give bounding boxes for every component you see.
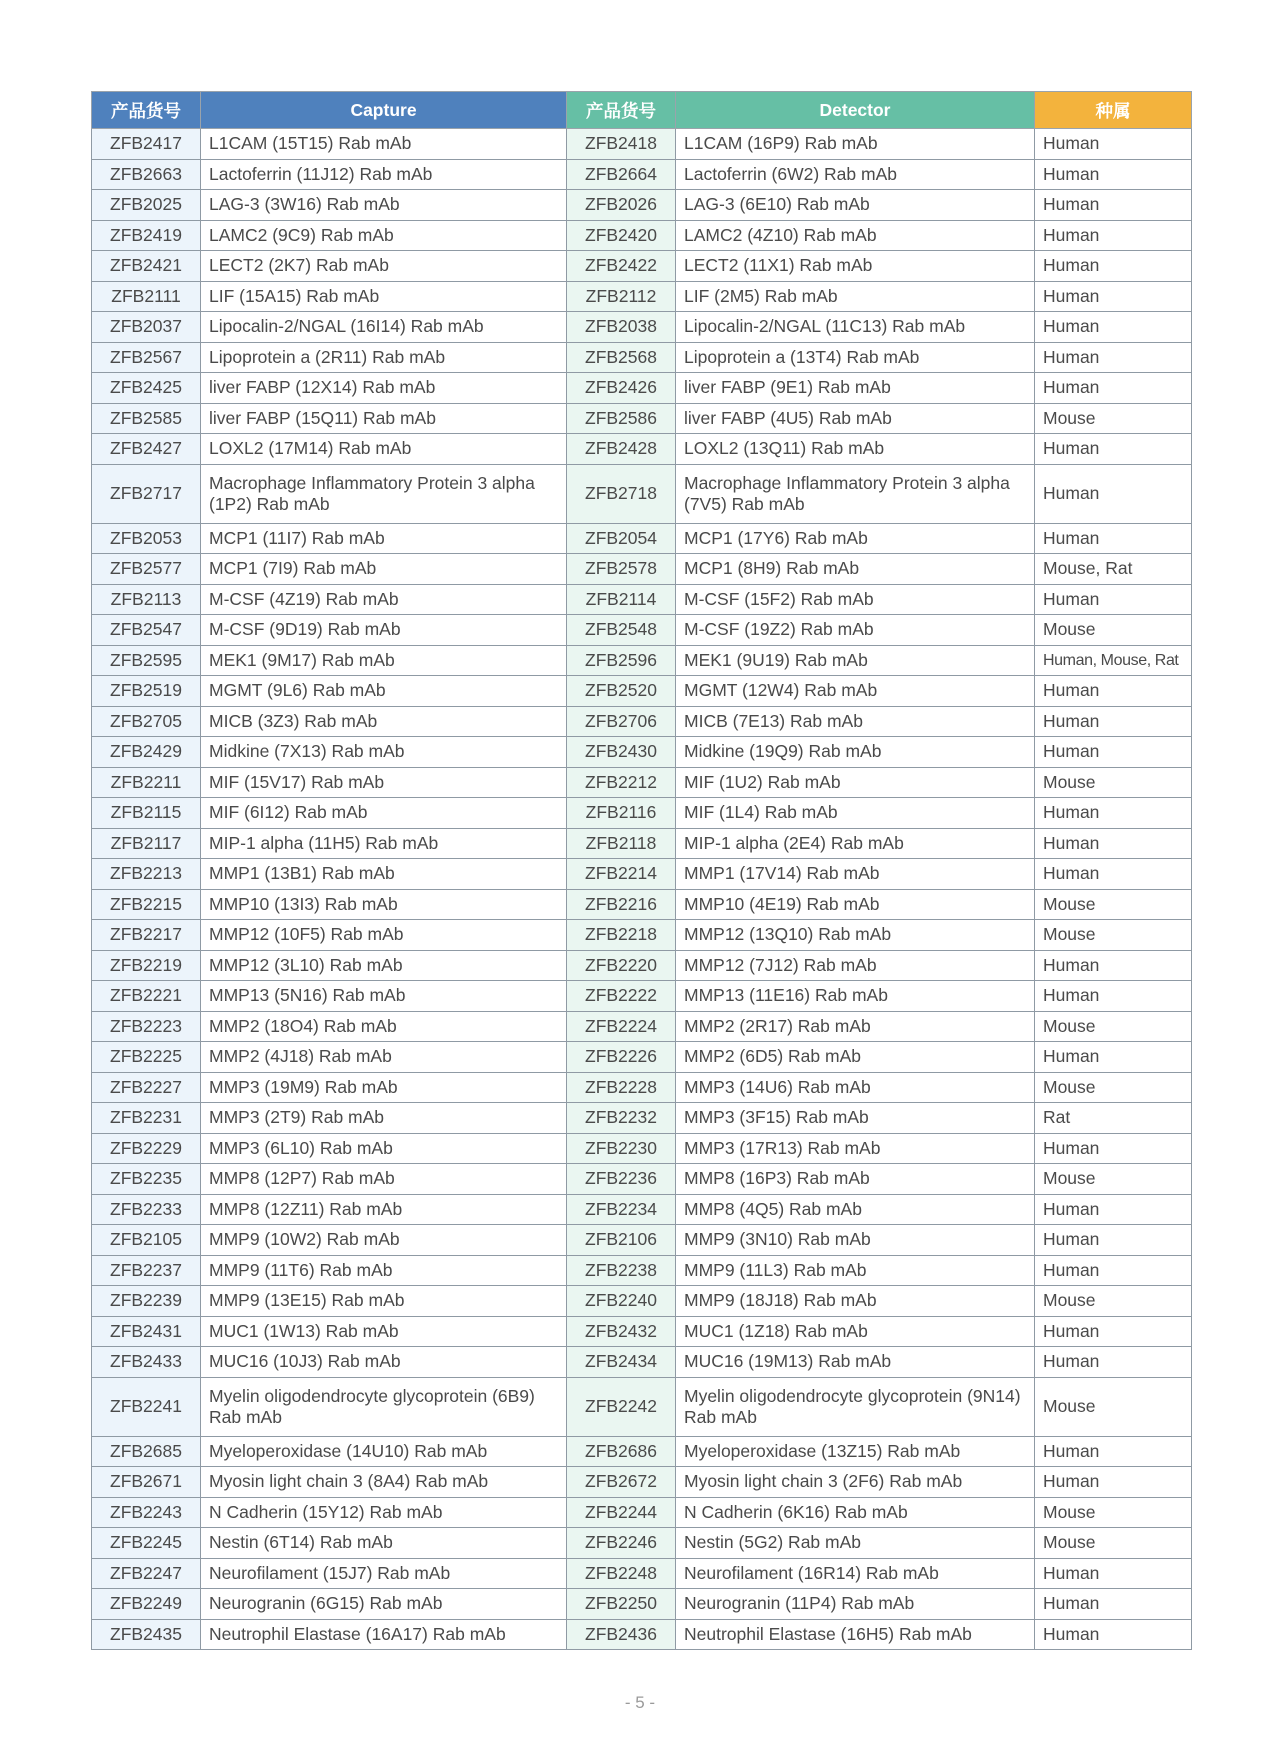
species: Mouse: [1035, 615, 1192, 646]
table-row: [92, 1316, 1192, 1347]
species: Human: [1035, 312, 1192, 343]
species: Mouse: [1035, 889, 1192, 920]
capture-antibody: MUC16 (10J3) Rab mAb: [201, 1347, 567, 1378]
species: Mouse: [1035, 767, 1192, 798]
table-body: [92, 129, 1192, 1650]
species: Human: [1035, 1467, 1192, 1498]
capture-antibody: MMP12 (3L10) Rab mAb: [201, 950, 567, 981]
capture-antibody: Lactoferrin (11J12) Rab mAb: [201, 159, 567, 190]
catalog-id-detector: ZFB2230: [567, 1133, 676, 1164]
detector-antibody: MCP1 (17Y6) Rab mAb: [676, 523, 1035, 554]
detector-antibody: Lactoferrin (6W2) Rab mAb: [676, 159, 1035, 190]
detector-antibody: MIP-1 alpha (2E4) Rab mAb: [676, 828, 1035, 859]
table-row: [92, 1103, 1192, 1134]
capture-antibody: liver FABP (15Q11) Rab mAb: [201, 403, 567, 434]
catalog-id-capture: ZFB2519: [92, 676, 201, 707]
species: Human: [1035, 828, 1192, 859]
catalog-id-detector: ZFB2246: [567, 1528, 676, 1559]
detector-antibody: MICB (7E13) Rab mAb: [676, 706, 1035, 737]
detector-antibody: M-CSF (19Z2) Rab mAb: [676, 615, 1035, 646]
header-catalog-detector: 产品货号: [567, 92, 676, 129]
detector-antibody: liver FABP (4U5) Rab mAb: [676, 403, 1035, 434]
species: Human: [1035, 129, 1192, 160]
species: Human: [1035, 464, 1192, 523]
catalog-id-capture: ZFB2037: [92, 312, 201, 343]
table-row: [92, 859, 1192, 890]
species: Rat: [1035, 1103, 1192, 1134]
catalog-id-detector: ZFB2220: [567, 950, 676, 981]
table-row: [92, 190, 1192, 221]
catalog-id-capture: ZFB2223: [92, 1011, 201, 1042]
table-row: [92, 615, 1192, 646]
table-row: [92, 828, 1192, 859]
species: Human: [1035, 434, 1192, 465]
detector-antibody: Myelin oligodendrocyte glycoprotein (9N14) Rab mAb: [676, 1377, 1035, 1436]
catalog-id-detector: ZFB2706: [567, 706, 676, 737]
table-row: [92, 1164, 1192, 1195]
catalog-id-detector: ZFB2114: [567, 584, 676, 615]
species: Human: [1035, 159, 1192, 190]
table-row: [92, 645, 1192, 676]
species: Human: [1035, 1194, 1192, 1225]
catalog-id-detector: ZFB2430: [567, 737, 676, 768]
capture-antibody: MMP2 (18O4) Rab mAb: [201, 1011, 567, 1042]
table-row: [92, 767, 1192, 798]
detector-antibody: MIF (1L4) Rab mAb: [676, 798, 1035, 829]
catalog-id-capture: ZFB2235: [92, 1164, 201, 1195]
catalog-id-capture: ZFB2113: [92, 584, 201, 615]
capture-antibody: MMP8 (12Z11) Rab mAb: [201, 1194, 567, 1225]
table-row: [92, 798, 1192, 829]
catalog-id-detector: ZFB2248: [567, 1558, 676, 1589]
catalog-id-detector: ZFB2244: [567, 1497, 676, 1528]
capture-antibody: MMP10 (13I3) Rab mAb: [201, 889, 567, 920]
capture-antibody: LOXL2 (17M14) Rab mAb: [201, 434, 567, 465]
detector-antibody: MMP12 (7J12) Rab mAb: [676, 950, 1035, 981]
table-row: [92, 889, 1192, 920]
catalog-id-detector: ZFB2234: [567, 1194, 676, 1225]
table-row: [92, 1194, 1192, 1225]
detector-antibody: Neurofilament (16R14) Rab mAb: [676, 1558, 1035, 1589]
catalog-id-capture: ZFB2567: [92, 342, 201, 373]
table-row: [92, 251, 1192, 282]
catalog-id-capture: ZFB2663: [92, 159, 201, 190]
header-row: [92, 92, 1192, 129]
catalog-id-capture: ZFB2429: [92, 737, 201, 768]
capture-antibody: Macrophage Inflammatory Protein 3 alpha (1P2) Rab mAb: [201, 464, 567, 523]
detector-antibody: L1CAM (16P9) Rab mAb: [676, 129, 1035, 160]
detector-antibody: Lipocalin-2/NGAL (11C13) Rab mAb: [676, 312, 1035, 343]
catalog-id-capture: ZFB2585: [92, 403, 201, 434]
capture-antibody: Lipoprotein a (2R11) Rab mAb: [201, 342, 567, 373]
table-row: [92, 129, 1192, 160]
catalog-id-detector: ZFB2718: [567, 464, 676, 523]
catalog-id-capture: ZFB2221: [92, 981, 201, 1012]
detector-antibody: MMP2 (6D5) Rab mAb: [676, 1042, 1035, 1073]
catalog-id-capture: ZFB2233: [92, 1194, 201, 1225]
table-row: [92, 1377, 1192, 1436]
catalog-id-capture: ZFB2227: [92, 1072, 201, 1103]
capture-antibody: M-CSF (4Z19) Rab mAb: [201, 584, 567, 615]
catalog-id-detector: ZFB2434: [567, 1347, 676, 1378]
table-row: [92, 523, 1192, 554]
detector-antibody: LAG-3 (6E10) Rab mAb: [676, 190, 1035, 221]
table-row: [92, 373, 1192, 404]
catalog-id-detector: ZFB2548: [567, 615, 676, 646]
table-row: [92, 920, 1192, 951]
table-row: [92, 159, 1192, 190]
catalog-id-capture: ZFB2117: [92, 828, 201, 859]
species: Mouse: [1035, 1497, 1192, 1528]
table-header: [92, 92, 1192, 129]
detector-antibody: MMP12 (13Q10) Rab mAb: [676, 920, 1035, 951]
catalog-id-detector: ZFB2026: [567, 190, 676, 221]
species: Human: [1035, 981, 1192, 1012]
catalog-id-detector: ZFB2686: [567, 1436, 676, 1467]
capture-antibody: MMP13 (5N16) Rab mAb: [201, 981, 567, 1012]
catalog-id-detector: ZFB2238: [567, 1255, 676, 1286]
species: Human: [1035, 523, 1192, 554]
species: Human: [1035, 220, 1192, 251]
catalog-id-capture: ZFB2421: [92, 251, 201, 282]
species: Human: [1035, 1619, 1192, 1650]
table-row: [92, 464, 1192, 523]
capture-antibody: LAG-3 (3W16) Rab mAb: [201, 190, 567, 221]
detector-antibody: MMP9 (11L3) Rab mAb: [676, 1255, 1035, 1286]
table-row: [92, 737, 1192, 768]
species: Human: [1035, 676, 1192, 707]
table-row: [92, 1286, 1192, 1317]
catalog-id-detector: ZFB2214: [567, 859, 676, 890]
detector-antibody: MGMT (12W4) Rab mAb: [676, 676, 1035, 707]
table-row: [92, 1528, 1192, 1559]
table-row: [92, 981, 1192, 1012]
detector-antibody: MMP9 (18J18) Rab mAb: [676, 1286, 1035, 1317]
catalog-id-detector: ZFB2578: [567, 554, 676, 585]
catalog-id-detector: ZFB2428: [567, 434, 676, 465]
catalog-id-detector: ZFB2418: [567, 129, 676, 160]
catalog-id-detector: ZFB2226: [567, 1042, 676, 1073]
catalog-id-detector: ZFB2106: [567, 1225, 676, 1256]
catalog-id-capture: ZFB2217: [92, 920, 201, 951]
catalog-id-detector: ZFB2054: [567, 523, 676, 554]
catalog-id-capture: ZFB2425: [92, 373, 201, 404]
header-detector: Detector: [676, 92, 1035, 129]
catalog-id-capture: ZFB2595: [92, 645, 201, 676]
capture-antibody: LAMC2 (9C9) Rab mAb: [201, 220, 567, 251]
capture-antibody: MMP9 (10W2) Rab mAb: [201, 1225, 567, 1256]
table-row: [92, 1255, 1192, 1286]
species: Human: [1035, 373, 1192, 404]
catalog-id-detector: ZFB2224: [567, 1011, 676, 1042]
capture-antibody: MGMT (9L6) Rab mAb: [201, 676, 567, 707]
catalog-id-capture: ZFB2215: [92, 889, 201, 920]
catalog-id-detector: ZFB2218: [567, 920, 676, 951]
catalog-id-capture: ZFB2025: [92, 190, 201, 221]
catalog-id-capture: ZFB2671: [92, 1467, 201, 1498]
catalog-id-detector: ZFB2212: [567, 767, 676, 798]
species: Human: [1035, 342, 1192, 373]
catalog-id-capture: ZFB2237: [92, 1255, 201, 1286]
catalog-id-capture: ZFB2245: [92, 1528, 201, 1559]
species: Human: [1035, 190, 1192, 221]
capture-antibody: N Cadherin (15Y12) Rab mAb: [201, 1497, 567, 1528]
capture-antibody: MEK1 (9M17) Rab mAb: [201, 645, 567, 676]
detector-antibody: liver FABP (9E1) Rab mAb: [676, 373, 1035, 404]
header-capture: Capture: [201, 92, 567, 129]
detector-antibody: Lipoprotein a (13T4) Rab mAb: [676, 342, 1035, 373]
catalog-id-detector: ZFB2672: [567, 1467, 676, 1498]
catalog-id-capture: ZFB2053: [92, 523, 201, 554]
table-row: [92, 676, 1192, 707]
table-row: [92, 706, 1192, 737]
detector-antibody: MMP9 (3N10) Rab mAb: [676, 1225, 1035, 1256]
species: Mouse: [1035, 1011, 1192, 1042]
catalog-id-capture: ZFB2219: [92, 950, 201, 981]
table-row: [92, 1011, 1192, 1042]
capture-antibody: MIF (15V17) Rab mAb: [201, 767, 567, 798]
detector-antibody: MMP8 (16P3) Rab mAb: [676, 1164, 1035, 1195]
catalog-id-capture: ZFB2231: [92, 1103, 201, 1134]
catalog-id-capture: ZFB2229: [92, 1133, 201, 1164]
capture-antibody: Nestin (6T14) Rab mAb: [201, 1528, 567, 1559]
catalog-id-capture: ZFB2211: [92, 767, 201, 798]
catalog-id-detector: ZFB2520: [567, 676, 676, 707]
capture-antibody: MMP9 (11T6) Rab mAb: [201, 1255, 567, 1286]
catalog-id-capture: ZFB2717: [92, 464, 201, 523]
capture-antibody: Myelin oligodendrocyte glycoprotein (6B9) Rab mAb: [201, 1377, 567, 1436]
catalog-id-capture: ZFB2431: [92, 1316, 201, 1347]
capture-antibody: Midkine (7X13) Rab mAb: [201, 737, 567, 768]
capture-antibody: MMP3 (6L10) Rab mAb: [201, 1133, 567, 1164]
table-row: [92, 1072, 1192, 1103]
species: Human: [1035, 1042, 1192, 1073]
capture-antibody: MMP8 (12P7) Rab mAb: [201, 1164, 567, 1195]
capture-antibody: MCP1 (7I9) Rab mAb: [201, 554, 567, 585]
species: Human: [1035, 859, 1192, 890]
species: Human: [1035, 1316, 1192, 1347]
catalog-id-detector: ZFB2112: [567, 281, 676, 312]
capture-antibody: Myosin light chain 3 (8A4) Rab mAb: [201, 1467, 567, 1498]
catalog-id-detector: ZFB2664: [567, 159, 676, 190]
detector-antibody: MMP13 (11E16) Rab mAb: [676, 981, 1035, 1012]
detector-antibody: Midkine (19Q9) Rab mAb: [676, 737, 1035, 768]
species: Human: [1035, 251, 1192, 282]
catalog-id-capture: ZFB2433: [92, 1347, 201, 1378]
detector-antibody: MMP3 (14U6) Rab mAb: [676, 1072, 1035, 1103]
catalog-id-detector: ZFB2236: [567, 1164, 676, 1195]
page-number: - 5 -: [624, 1693, 656, 1712]
catalog-id-capture: ZFB2705: [92, 706, 201, 737]
detector-antibody: LOXL2 (13Q11) Rab mAb: [676, 434, 1035, 465]
capture-antibody: MMP12 (10F5) Rab mAb: [201, 920, 567, 951]
species: Human: [1035, 950, 1192, 981]
species: Mouse: [1035, 403, 1192, 434]
capture-antibody: L1CAM (15T15) Rab mAb: [201, 129, 567, 160]
catalog-id-capture: ZFB2419: [92, 220, 201, 251]
capture-antibody: Myeloperoxidase (14U10) Rab mAb: [201, 1436, 567, 1467]
detector-antibody: MIF (1U2) Rab mAb: [676, 767, 1035, 798]
capture-antibody: Lipocalin-2/NGAL (16I14) Rab mAb: [201, 312, 567, 343]
catalog-id-capture: ZFB2105: [92, 1225, 201, 1256]
catalog-id-capture: ZFB2427: [92, 434, 201, 465]
table-row: [92, 1558, 1192, 1589]
catalog-id-capture: ZFB2239: [92, 1286, 201, 1317]
detector-antibody: M-CSF (15F2) Rab mAb: [676, 584, 1035, 615]
detector-antibody: MMP3 (17R13) Rab mAb: [676, 1133, 1035, 1164]
catalog-id-detector: ZFB2216: [567, 889, 676, 920]
species: Human: [1035, 1436, 1192, 1467]
species: Human: [1035, 1589, 1192, 1620]
detector-antibody: MMP8 (4Q5) Rab mAb: [676, 1194, 1035, 1225]
species: Human: [1035, 706, 1192, 737]
table-row: [92, 281, 1192, 312]
catalog-id-detector: ZFB2250: [567, 1589, 676, 1620]
table-row: [92, 1225, 1192, 1256]
capture-antibody: LECT2 (2K7) Rab mAb: [201, 251, 567, 282]
catalog-id-detector: ZFB2240: [567, 1286, 676, 1317]
catalog-id-detector: ZFB2038: [567, 312, 676, 343]
table-row: [92, 1589, 1192, 1620]
header-catalog-capture: 产品货号: [92, 92, 201, 129]
table-row: [92, 1042, 1192, 1073]
table-row: [92, 1347, 1192, 1378]
catalog-id-detector: ZFB2432: [567, 1316, 676, 1347]
species: Human: [1035, 584, 1192, 615]
capture-antibody: MICB (3Z3) Rab mAb: [201, 706, 567, 737]
species: Mouse: [1035, 1164, 1192, 1195]
catalog-id-detector: ZFB2568: [567, 342, 676, 373]
detector-antibody: Macrophage Inflammatory Protein 3 alpha (7V5) Rab mAb: [676, 464, 1035, 523]
capture-antibody: liver FABP (12X14) Rab mAb: [201, 373, 567, 404]
catalog-id-capture: ZFB2417: [92, 129, 201, 160]
species: Mouse: [1035, 1528, 1192, 1559]
catalog-id-capture: ZFB2435: [92, 1619, 201, 1650]
species: Human: [1035, 281, 1192, 312]
catalog-id-capture: ZFB2247: [92, 1558, 201, 1589]
catalog-id-detector: ZFB2596: [567, 645, 676, 676]
table-row: [92, 950, 1192, 981]
table-row: [92, 403, 1192, 434]
species: Mouse, Rat: [1035, 554, 1192, 585]
species: Human: [1035, 1133, 1192, 1164]
detector-antibody: Neurogranin (11P4) Rab mAb: [676, 1589, 1035, 1620]
detector-antibody: MUC1 (1Z18) Rab mAb: [676, 1316, 1035, 1347]
catalog-id-capture: ZFB2243: [92, 1497, 201, 1528]
capture-antibody: MMP3 (2T9) Rab mAb: [201, 1103, 567, 1134]
capture-antibody: MCP1 (11I7) Rab mAb: [201, 523, 567, 554]
capture-antibody: MMP9 (13E15) Rab mAb: [201, 1286, 567, 1317]
detector-antibody: MMP2 (2R17) Rab mAb: [676, 1011, 1035, 1042]
detector-antibody: LAMC2 (4Z10) Rab mAb: [676, 220, 1035, 251]
table-row: [92, 584, 1192, 615]
species: Human: [1035, 1347, 1192, 1378]
species: Mouse: [1035, 1072, 1192, 1103]
table-row: [92, 1619, 1192, 1650]
catalog-id-detector: ZFB2586: [567, 403, 676, 434]
detector-antibody: Neutrophil Elastase (16H5) Rab mAb: [676, 1619, 1035, 1650]
table-row: [92, 1467, 1192, 1498]
catalog-id-detector: ZFB2232: [567, 1103, 676, 1134]
catalog-id-capture: ZFB2577: [92, 554, 201, 585]
product-table: [91, 91, 1192, 1650]
capture-antibody: MUC1 (1W13) Rab mAb: [201, 1316, 567, 1347]
catalog-id-detector: ZFB2242: [567, 1377, 676, 1436]
catalog-id-capture: ZFB2241: [92, 1377, 201, 1436]
catalog-id-detector: ZFB2118: [567, 828, 676, 859]
detector-antibody: MMP3 (3F15) Rab mAb: [676, 1103, 1035, 1134]
catalog-id-detector: ZFB2420: [567, 220, 676, 251]
detector-antibody: Nestin (5G2) Rab mAb: [676, 1528, 1035, 1559]
catalog-id-detector: ZFB2436: [567, 1619, 676, 1650]
detector-antibody: LECT2 (11X1) Rab mAb: [676, 251, 1035, 282]
table-row: [92, 312, 1192, 343]
detector-antibody: Myeloperoxidase (13Z15) Rab mAb: [676, 1436, 1035, 1467]
species: Mouse: [1035, 920, 1192, 951]
catalog-id-capture: ZFB2547: [92, 615, 201, 646]
catalog-id-detector: ZFB2222: [567, 981, 676, 1012]
table-row: [92, 220, 1192, 251]
capture-antibody: LIF (15A15) Rab mAb: [201, 281, 567, 312]
capture-antibody: MMP2 (4J18) Rab mAb: [201, 1042, 567, 1073]
catalog-id-detector: ZFB2116: [567, 798, 676, 829]
table-row: [92, 1133, 1192, 1164]
detector-antibody: LIF (2M5) Rab mAb: [676, 281, 1035, 312]
species: Human: [1035, 1558, 1192, 1589]
table-row: [92, 1497, 1192, 1528]
species: Human: [1035, 1225, 1192, 1256]
header-species: 种属: [1035, 92, 1192, 129]
catalog-id-detector: ZFB2426: [567, 373, 676, 404]
table-row: [92, 434, 1192, 465]
species: Mouse: [1035, 1286, 1192, 1317]
table-row: [92, 342, 1192, 373]
detector-antibody: MEK1 (9U19) Rab mAb: [676, 645, 1035, 676]
catalog-id-capture: ZFB2225: [92, 1042, 201, 1073]
catalog-id-capture: ZFB2115: [92, 798, 201, 829]
capture-antibody: Neutrophil Elastase (16A17) Rab mAb: [201, 1619, 567, 1650]
capture-antibody: M-CSF (9D19) Rab mAb: [201, 615, 567, 646]
detector-antibody: MUC16 (19M13) Rab mAb: [676, 1347, 1035, 1378]
capture-antibody: MMP1 (13B1) Rab mAb: [201, 859, 567, 890]
species: Human: [1035, 737, 1192, 768]
catalog-id-capture: ZFB2249: [92, 1589, 201, 1620]
detector-antibody: MMP10 (4E19) Rab mAb: [676, 889, 1035, 920]
catalog-id-detector: ZFB2422: [567, 251, 676, 282]
detector-antibody: MMP1 (17V14) Rab mAb: [676, 859, 1035, 890]
capture-antibody: MIF (6I12) Rab mAb: [201, 798, 567, 829]
catalog-id-detector: ZFB2228: [567, 1072, 676, 1103]
table-row: [92, 554, 1192, 585]
catalog-id-capture: ZFB2111: [92, 281, 201, 312]
catalog-id-capture: ZFB2213: [92, 859, 201, 890]
species: Human: [1035, 798, 1192, 829]
catalog-id-capture: ZFB2685: [92, 1436, 201, 1467]
species: Mouse: [1035, 1377, 1192, 1436]
detector-antibody: N Cadherin (6K16) Rab mAb: [676, 1497, 1035, 1528]
table-row: [92, 1436, 1192, 1467]
capture-antibody: MIP-1 alpha (11H5) Rab mAb: [201, 828, 567, 859]
detector-antibody: Myosin light chain 3 (2F6) Rab mAb: [676, 1467, 1035, 1498]
species: Human, Mouse, Rat: [1035, 645, 1192, 676]
detector-antibody: MCP1 (8H9) Rab mAb: [676, 554, 1035, 585]
species: Human: [1035, 1255, 1192, 1286]
capture-antibody: MMP3 (19M9) Rab mAb: [201, 1072, 567, 1103]
capture-antibody: Neurogranin (6G15) Rab mAb: [201, 1589, 567, 1620]
capture-antibody: Neurofilament (15J7) Rab mAb: [201, 1558, 567, 1589]
